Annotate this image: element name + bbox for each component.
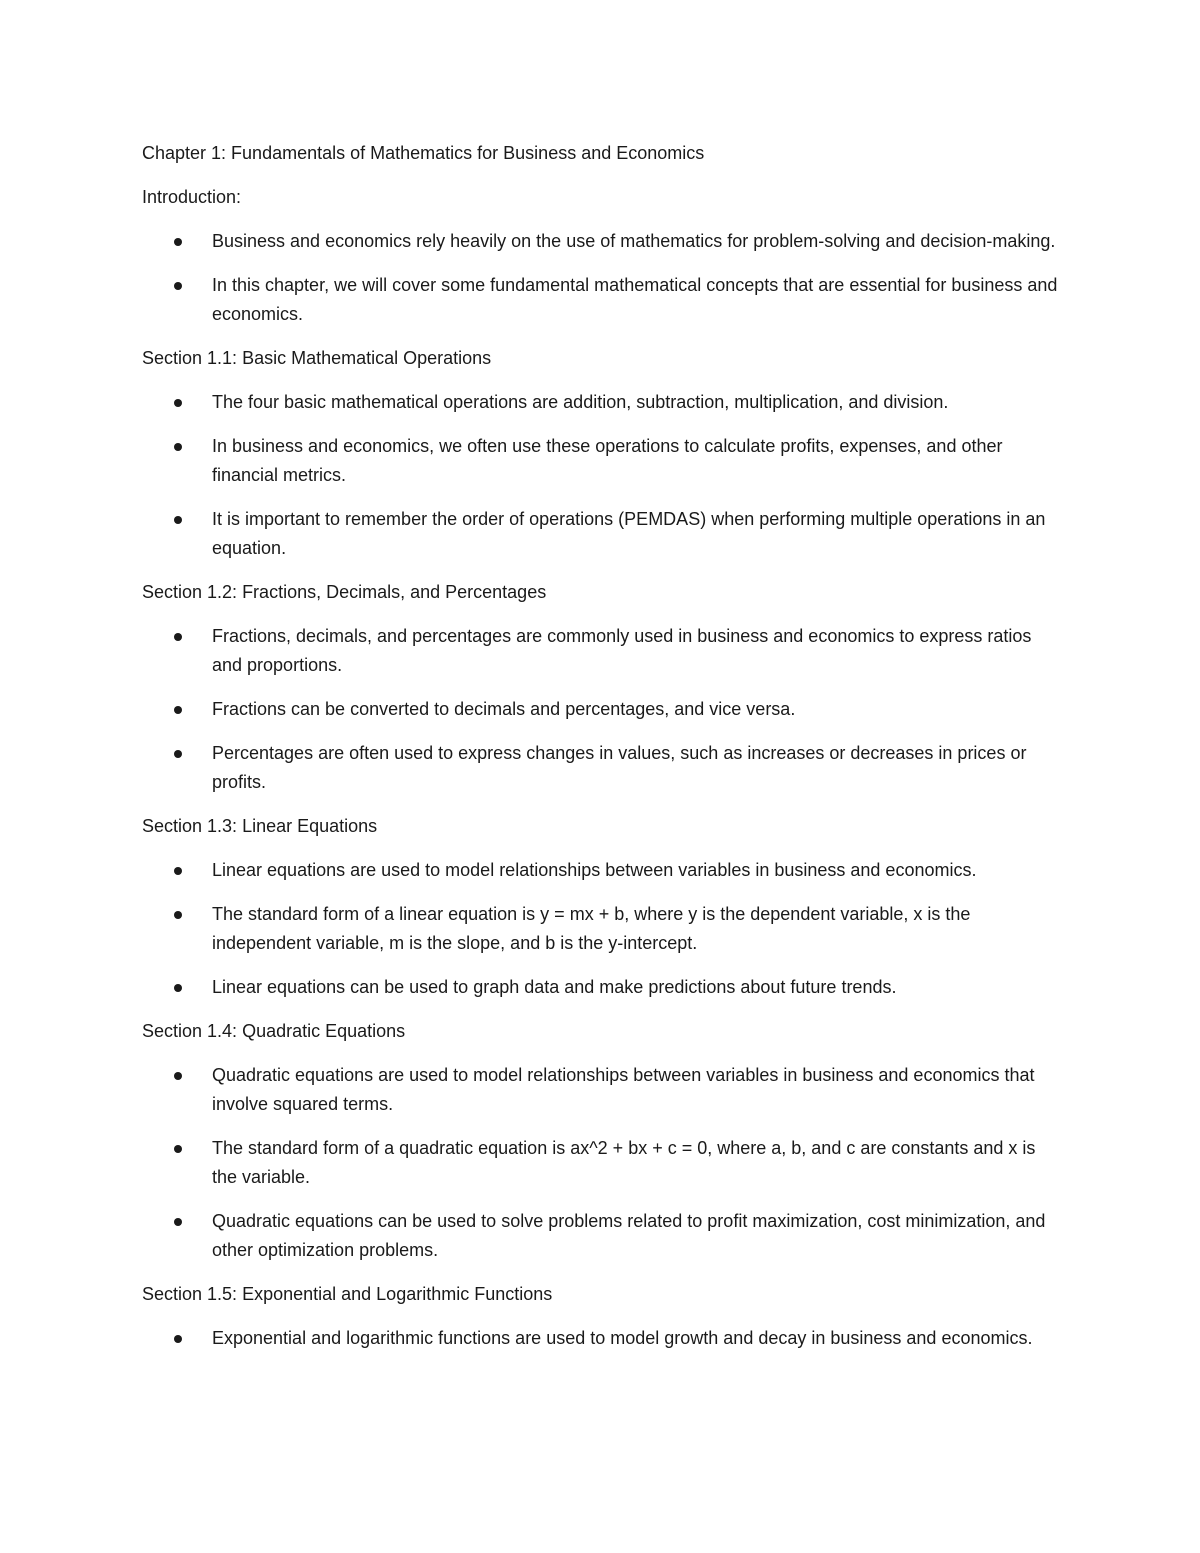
list-item-text: Quadratic equations are used to model relationships between variables in business and economics that involve squared terms.: [212, 1065, 1035, 1114]
section-heading: Section 1.4: Quadratic Equations: [142, 1021, 406, 1041]
section-list: [142, 622, 1062, 797]
bullet-icon: [174, 1145, 182, 1153]
list-item: [142, 1134, 1062, 1192]
list-item: [142, 739, 1062, 797]
list-item-text: Business and economics rely heavily on the use of mathematics for problem-solving and decision-making.: [212, 231, 1056, 251]
section-list: [142, 1061, 1062, 1265]
list-item: [142, 1324, 1062, 1353]
bullet-icon: [174, 984, 182, 992]
list-item-text: Fractions, decimals, and percentages are commonly used in business and economics to express ratios and proportions.: [212, 626, 1032, 675]
bullet-icon: [174, 516, 182, 524]
list-item-text: Percentages are often used to express changes in values, such as increases or decreases in prices or profits.: [212, 743, 1027, 792]
section-list: [142, 388, 1062, 563]
bullet-icon: [174, 911, 182, 919]
list-item-text: Quadratic equations can be used to solve problems related to profit maximization, cost minimization, and other optimization problems.: [212, 1211, 1046, 1260]
list-item: [142, 271, 1062, 329]
bullet-icon: [174, 282, 182, 290]
list-item: [142, 227, 1062, 256]
introduction-list: [142, 227, 1062, 329]
list-item: [142, 695, 1062, 724]
bullet-icon: [174, 443, 182, 451]
list-item-text: The standard form of a quadratic equation is ax^2 + bx + c = 0, where a, b, and c are constants and x is the variable.: [212, 1138, 1036, 1187]
bullet-icon: [174, 1218, 182, 1226]
list-item-text: Exponential and logarithmic functions are used to model growth and decay in business and economics.: [212, 1328, 1033, 1348]
list-item: [142, 900, 1062, 958]
bullet-icon: [174, 1335, 182, 1343]
list-item-text: Linear equations can be used to graph data and make predictions about future trends.: [212, 977, 897, 997]
list-item-text: The standard form of a linear equation is y = mx + b, where y is the dependent variable, x is the independent variable, m is the slope, and b is the y-intercept.: [212, 904, 971, 953]
bullet-icon: [174, 867, 182, 875]
section-heading: Section 1.3: Linear Equations: [142, 816, 378, 836]
list-item: [142, 1061, 1062, 1119]
list-item-text: In business and economics, we often use these operations to calculate profits, expenses, and other financial metrics.: [212, 436, 1003, 485]
list-item: [142, 388, 1062, 417]
bullet-icon: [174, 1072, 182, 1080]
section-heading: Section 1.2: Fractions, Decimals, and Percentages: [142, 582, 547, 602]
section-list: [142, 1324, 1062, 1353]
bullet-icon: [174, 399, 182, 407]
section-list: [142, 856, 1062, 1002]
list-item: [142, 622, 1062, 680]
chapter-title: Chapter 1: Fundamentals of Mathematics for Business and Economics: [142, 143, 705, 163]
introduction-heading: Introduction:: [142, 187, 242, 207]
bullet-icon: [174, 750, 182, 758]
list-item-text: It is important to remember the order of operations (PEMDAS) when performing multiple operations in an equation.: [212, 509, 1046, 558]
bullet-icon: [174, 633, 182, 641]
list-item-text: Fractions can be converted to decimals and percentages, and vice versa.: [212, 699, 796, 719]
section-heading: Section 1.5: Exponential and Logarithmic Functions: [142, 1284, 553, 1304]
list-item-text: In this chapter, we will cover some fundamental mathematical concepts that are essential for business and economics.: [212, 275, 1058, 324]
bullet-icon: [174, 238, 182, 246]
list-item-text: Linear equations are used to model relationships between variables in business and economics.: [212, 860, 977, 880]
list-item: [142, 432, 1062, 490]
bullet-icon: [174, 706, 182, 714]
document-body: [142, 139, 1062, 1368]
list-item: [142, 1207, 1062, 1265]
list-item: [142, 505, 1062, 563]
section-heading: Section 1.1: Basic Mathematical Operations: [142, 348, 492, 368]
list-item: [142, 856, 1062, 885]
list-item-text: The four basic mathematical operations are addition, subtraction, multiplication, and division.: [212, 392, 949, 412]
list-item: [142, 973, 1062, 1002]
